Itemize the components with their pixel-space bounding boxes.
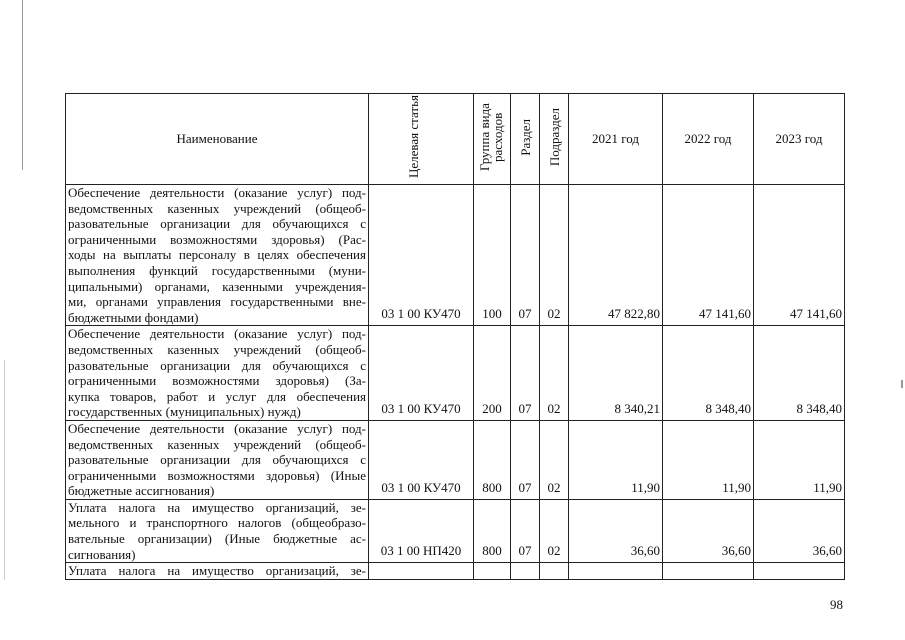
row-name-line: ведомственных казенных учреждений (общеоб- (68, 341, 366, 357)
header-group: Группа вида расходов (474, 94, 511, 185)
cell-y2022: 11,90 (663, 420, 754, 499)
cell-target: 03 1 00 КУ470 (369, 185, 474, 326)
header-row (66, 94, 845, 185)
scan-mark (901, 380, 903, 388)
empty-cell (754, 563, 845, 580)
row-name-line: ограниченными возможностями здоровья) (Иные (68, 467, 366, 483)
header-section: Раздел (511, 94, 540, 185)
cell-y2022: 36,60 (663, 499, 754, 562)
row-name-line: ципальными) органами, казенными учреждения- (68, 278, 366, 294)
row-name (66, 420, 369, 499)
table-row (66, 499, 845, 562)
cell-section: 07 (511, 326, 540, 421)
cell-y2021: 8 340,21 (569, 326, 663, 421)
row-name (66, 499, 369, 562)
row-name-line: Обеспечение деятельности (оказание услуг) под- (68, 420, 366, 436)
empty-cell (663, 563, 754, 580)
cell-y2023: 11,90 (754, 420, 845, 499)
row-name-line: мельного и транспортного налогов (общеобразо- (68, 515, 366, 531)
row-name-line: ограниченными возможностями здоровья) (Рас- (68, 231, 366, 247)
cell-y2021: 11,90 (569, 420, 663, 499)
row-name-line: бюджетные ассигнования) (68, 483, 215, 499)
row-name-line: ведомственных казенных учреждений (общеоб- (68, 200, 366, 216)
row-name-line: выполнения функций государственными (муни- (68, 262, 366, 278)
cell-group: 800 (474, 499, 511, 562)
cell-subsection: 02 (540, 185, 569, 326)
row-name-line: ходы на выплаты персоналу в целях обеспечения (68, 247, 366, 263)
table-row (66, 326, 845, 421)
cell-section: 07 (511, 420, 540, 499)
row-name (66, 326, 369, 421)
row-name-line: ведомственных казенных учреждений (общеоб- (68, 436, 366, 452)
header-name: Наименование (66, 94, 369, 185)
scan-edge-line (22, 0, 23, 170)
cell-section: 07 (511, 499, 540, 562)
row-name-line: Уплата налога на имущество организаций, зе- (68, 499, 366, 515)
empty-cell (511, 563, 540, 580)
table-row-partial (66, 563, 845, 580)
header-2021: 2021 год (569, 94, 663, 185)
table-row (66, 185, 845, 326)
row-name-line: вательные организации) (Иные бюджетные ас- (68, 531, 366, 547)
scan-edge-line (4, 360, 5, 580)
header-target: Целевая статья (369, 94, 474, 185)
empty-cell (474, 563, 511, 580)
cell-y2023: 47 141,60 (754, 185, 845, 326)
row-name-line: сигнования) (68, 546, 136, 562)
empty-cell (540, 563, 569, 580)
cell-subsection: 02 (540, 326, 569, 421)
row-name-line: ограниченными возможностями здоровья) (За- (68, 373, 366, 389)
header-2023: 2023 год (754, 94, 845, 185)
cell-y2022: 47 141,60 (663, 185, 754, 326)
cell-subsection: 02 (540, 420, 569, 499)
cell-target: 03 1 00 НП420 (369, 499, 474, 562)
row-name-line: государственных (муниципальных) нужд) (68, 404, 301, 420)
row-name-line: разовательные организации для обучающихся с (68, 357, 366, 373)
table-body (66, 185, 845, 580)
row-name-line: ми, органами управления государственными вне- (68, 294, 366, 310)
table-row (66, 420, 845, 499)
empty-cell (369, 563, 474, 580)
cell-group: 800 (474, 420, 511, 499)
cell-section: 07 (511, 185, 540, 326)
row-name: Уплата налога на имущество организаций, зе- (66, 563, 369, 580)
header-2022: 2022 год (663, 94, 754, 185)
row-name-line: разовательные организации для обучающихся с (68, 216, 366, 232)
row-name-line: Обеспечение деятельности (оказание услуг) под- (68, 326, 366, 342)
cell-y2023: 8 348,40 (754, 326, 845, 421)
header-subsection: Подраздел (540, 94, 569, 185)
empty-cell (569, 563, 663, 580)
row-name-line: разовательные организации для обучающихся с (68, 452, 366, 468)
cell-group: 200 (474, 326, 511, 421)
cell-subsection: 02 (540, 499, 569, 562)
page-number: 98 (830, 597, 843, 612)
cell-target: 03 1 00 КУ470 (369, 326, 474, 421)
cell-y2021: 36,60 (569, 499, 663, 562)
cell-y2022: 8 348,40 (663, 326, 754, 421)
cell-target: 03 1 00 КУ470 (369, 420, 474, 499)
row-name-line: Обеспечение деятельности (оказание услуг) под- (68, 185, 366, 200)
row-name (66, 185, 369, 326)
cell-y2021: 47 822,80 (569, 185, 663, 326)
cell-group: 100 (474, 185, 511, 326)
row-name-line: купка товаров, работ и услуг для обеспечения (68, 388, 366, 404)
budget-table (65, 93, 845, 580)
cell-y2023: 36,60 (754, 499, 845, 562)
row-name-line: бюджетными фондами) (68, 309, 199, 325)
